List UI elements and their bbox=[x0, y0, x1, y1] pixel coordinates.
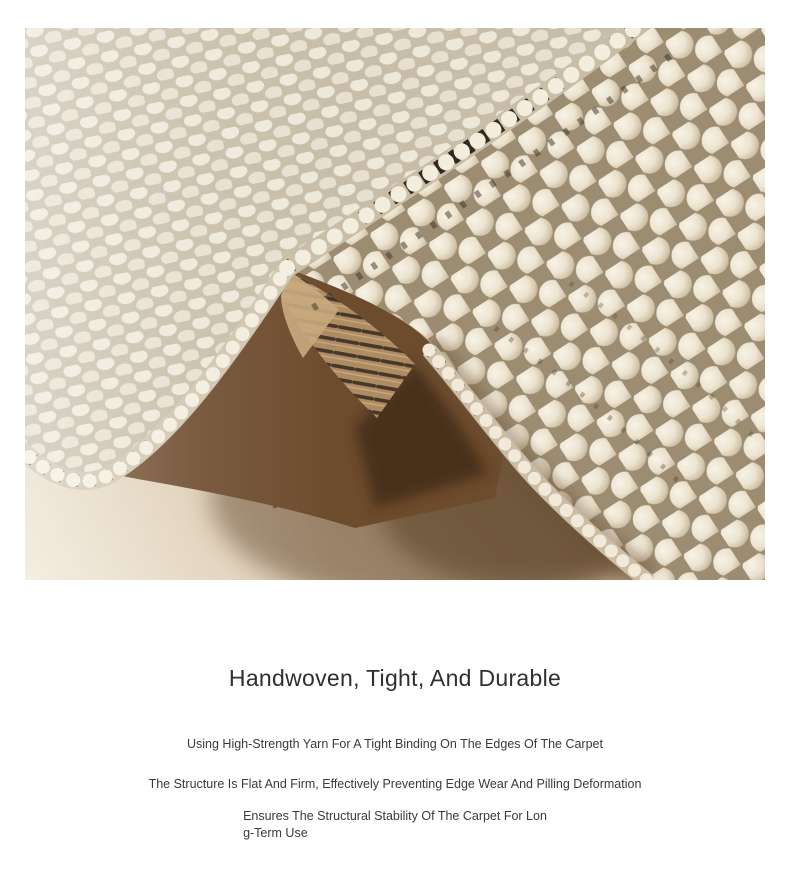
carpet-photo-illustration bbox=[25, 28, 765, 580]
description-footnote bbox=[0, 808, 790, 842]
footnote-line-2: g-Term Use bbox=[243, 826, 308, 840]
product-photo bbox=[25, 28, 765, 580]
description-line-1: Using High-Strength Yarn For A Tight Binding On The Edges Of The Carpet bbox=[187, 737, 603, 751]
footnote-text-block bbox=[243, 808, 547, 842]
section-title: Handwoven, Tight, And Durable bbox=[228, 665, 562, 691]
footnote-line-1: Ensures The Structural Stability Of The Carpet For Lon bbox=[243, 809, 547, 823]
description-line-2: The Structure Is Flat And Firm, Effectively Preventing Edge Wear And Pilling Deformation bbox=[148, 777, 642, 791]
soft-light-overlay bbox=[25, 28, 337, 580]
